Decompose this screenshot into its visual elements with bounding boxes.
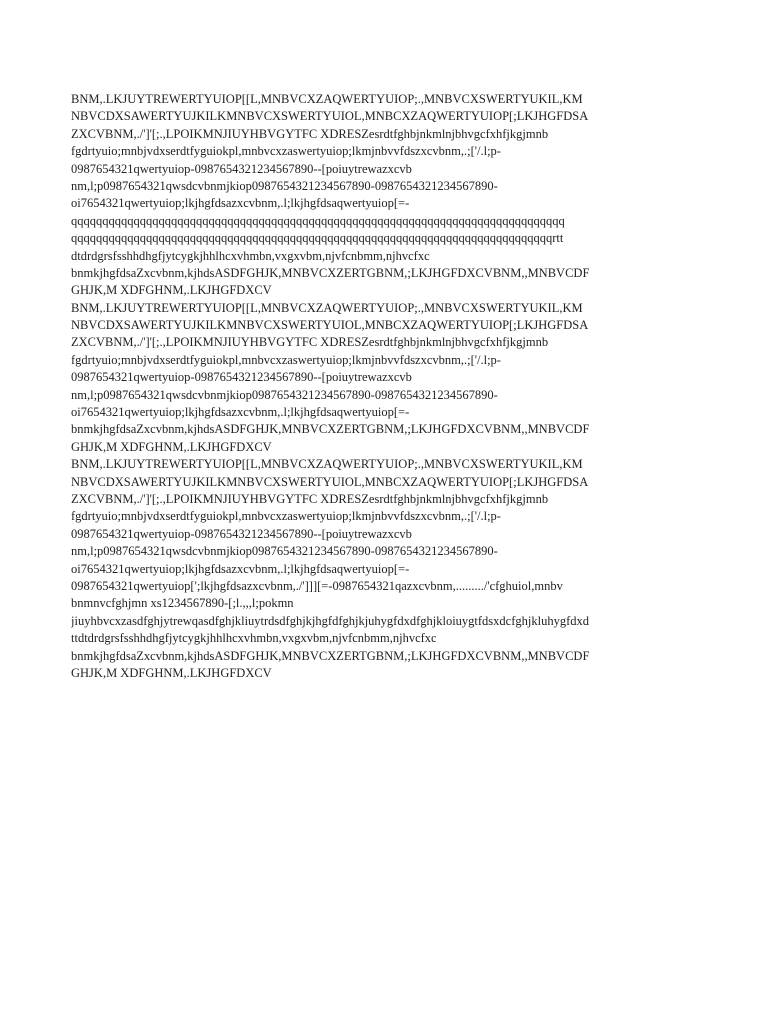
text-line: ZXCVBNM,./']'[;.,LPOIKMNJIUYHBVGYTFC XDRESZesrdtfghbjnkmlnjbhvgcfxhfjkgjmnb — [71, 335, 549, 350]
text-line: 0987654321qwertyuiop-0987654321234567890--[poiuytrewazxcvb — [71, 161, 412, 176]
text-line: nm,l;p0987654321qwsdcvbnmjkiop0987654321234567890-0987654321234567890- — [71, 544, 498, 559]
text-line: oi7654321qwertyuiop;lkjhgfdsazxcvbnm,.l;lkjhgfdsaqwertyuiop[=- — [71, 196, 410, 211]
text-line: BNM,.LKJUYTREWERTYUIOP[[L,MNBVCXZAQWERTYUIOP;.,MNBVCXSWERTYUKIL,KM — [71, 457, 583, 472]
text-line: nm,l;p0987654321qwsdcvbnmjkiop0987654321234567890-0987654321234567890- — [71, 178, 498, 193]
text-line: 0987654321qwertyuiop-0987654321234567890--[poiuytrewazxcvb — [71, 526, 412, 541]
text-line: bnmnvcfghjmn xs1234567890-[;l.,,,l;pokmn — [71, 596, 294, 611]
text-line: bnmkjhgfdsaZxcvbnm,kjhdsASDFGHJK,MNBVCXZERTGBNM,;LKJHGFDXCVBNM,,MNBVCDF — [71, 265, 590, 280]
text-line: oi7654321qwertyuiop;lkjhgfdsazxcvbnm,.l;lkjhgfdsaqwertyuiop[=- — [71, 405, 410, 420]
text-line: 0987654321qwertyuiop-0987654321234567890--[poiuytrewazxcvb — [71, 370, 412, 385]
text-line: jiuyhbvcxzasdfghjytrewqasdfghjkliuytrdsdfghjkjhgfdfghjkjuhygfdxdfghjkloiuygtfdsxdcfghjkluhygfdxd — [71, 613, 589, 628]
text-line: NBVCDXSAWERTYUJKILKMNBVCXSWERTYUIOL,MNBCXZAQWERTYUIOP[;LKJHGFDSA — [71, 318, 589, 333]
text-line: GHJK,M XDFGHNM,.LKJHGFDXCV — [71, 283, 272, 298]
text-line: fgdrtyuio;mnbjvdxserdtfyguiokpl,mnbvcxzaswertyuiop;lkmjnbvvfdszxcvbnm,.;['/.l;p- — [71, 509, 501, 524]
text-line: nm,l;p0987654321qwsdcvbnmjkiop0987654321234567890-0987654321234567890- — [71, 387, 498, 402]
text-line: GHJK,M XDFGHNM,.LKJHGFDXCV — [71, 665, 272, 680]
text-line: fgdrtyuio;mnbjvdxserdtfyguiokpl,mnbvcxzaswertyuiop;lkmjnbvvfdszxcvbnm,.;['/.l;p- — [71, 352, 501, 367]
text-line: BNM,.LKJUYTREWERTYUIOP[[L,MNBVCXZAQWERTYUIOP;.,MNBVCXSWERTYUKIL,KM — [71, 92, 583, 106]
text-line: ttdtdrdgrsfsshhdhgfjytcygkjhhlhcxvhmbn,vxgxvbm,njvfcnbmm,njhvcfxc — [71, 631, 437, 646]
text-line: qqqqqqqqqqqqqqqqqqqqqqqqqqqqqqqqqqqqqqqqqqqqqqqqqqqqqqqqqqqqqqqqqqqqqqqqqqqqqrtt — [71, 231, 564, 246]
text-line: bnmkjhgfdsaZxcvbnm,kjhdsASDFGHJK,MNBVCXZERTGBNM,;LKJHGFDXCVBNM,,MNBVCDF — [71, 648, 590, 663]
text-line: dtdrdgrsfsshhdhgfjytcygkjhhlhcxvhmbn,vxgxvbm,njvfcnbmm,njhvcfxc — [71, 248, 430, 263]
text-line: ZXCVBNM,./']'[;.,LPOIKMNJIUYHBVGYTFC XDRESZesrdtfghbjnkmlnjbhvgcfxhfjkgjmnb — [71, 491, 549, 506]
text-line: ZXCVBNM,./']'[;.,LPOIKMNJIUYHBVGYTFC XDRESZesrdtfghbjnkmlnjbhvgcfxhfjkgjmnb — [71, 126, 549, 141]
text-line: NBVCDXSAWERTYUJKILKMNBVCXSWERTYUIOL,MNBCXZAQWERTYUIOP[;LKJHGFDSA — [71, 474, 589, 489]
text-line: bnmkjhgfdsaZxcvbnm,kjhdsASDFGHJK,MNBVCXZERTGBNM,;LKJHGFDXCVBNM,,MNBVCDF — [71, 422, 590, 437]
text-line: BNM,.LKJUYTREWERTYUIOP[[L,MNBVCXZAQWERTYUIOP;.,MNBVCXSWERTYUKIL,KM — [71, 300, 583, 315]
text-line: GHJK,M XDFGHNM,.LKJHGFDXCV — [71, 439, 272, 454]
text-line: NBVCDXSAWERTYUJKILKMNBVCXSWERTYUIOL,MNBCXZAQWERTYUIOP[;LKJHGFDSA — [71, 109, 589, 124]
text-line: qqqqqqqqqqqqqqqqqqqqqqqqqqqqqqqqqqqqqqqqqqqqqqqqqqqqqqqqqqqqqqqqqqqqqqqqqqqqqqq — [71, 213, 565, 228]
document-body — [71, 91, 699, 682]
text-line: 0987654321qwertyuiop[';lkjhgfdsazxcvbnm,./']]][=-0987654321qazxcvbnm,........./'cfghuiol,mnbv — [71, 578, 563, 593]
text-line: fgdrtyuio;mnbjvdxserdtfyguiokpl,mnbvcxzaswertyuiop;lkmjnbvvfdszxcvbnm,.;['/.l;p- — [71, 144, 501, 159]
text-line: oi7654321qwertyuiop;lkjhgfdsazxcvbnm,.l;lkjhgfdsaqwertyuiop[=- — [71, 561, 410, 576]
